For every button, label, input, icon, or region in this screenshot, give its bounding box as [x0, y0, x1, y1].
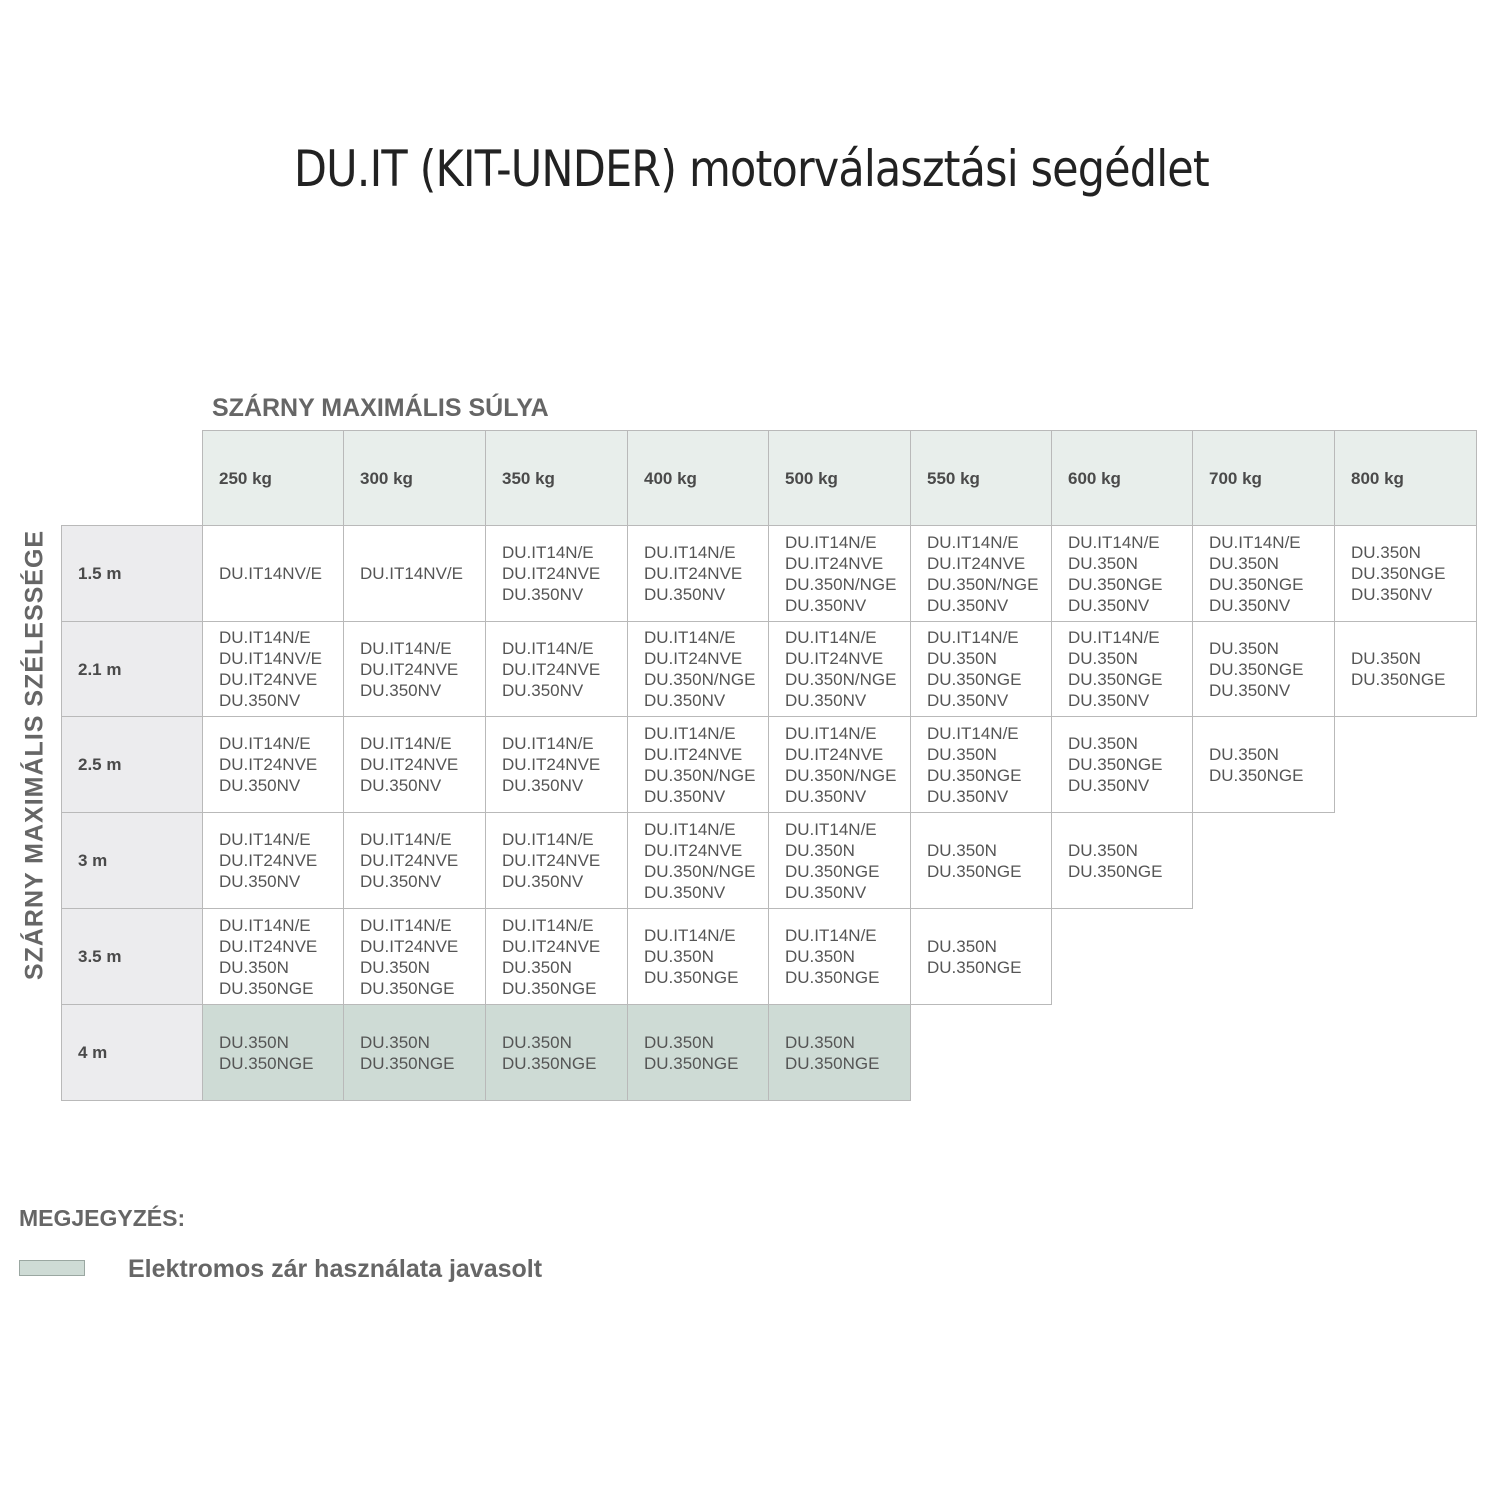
motor-model: DU.350NGE [1068, 670, 1163, 689]
motor-model: DU.350N/NGE [785, 670, 897, 689]
row-header-label: 2.5 m [78, 755, 122, 774]
motor-model: DU.IT14N/E [1068, 628, 1160, 647]
motor-model: DU.350NGE [1209, 765, 1304, 785]
motor-model: DU.IT24NVE [502, 659, 601, 679]
motor-model: DU.IT24NVE [644, 840, 743, 860]
motor-model: DU.350NGE [927, 861, 1022, 881]
motor-model: DU.350NV [785, 786, 867, 806]
motor-model: DU.350NGE [1209, 659, 1304, 679]
column-header-label: 500 kg [785, 468, 838, 488]
motor-model: DU.350NV [1209, 680, 1291, 700]
table-cell-lock-recommended [768, 1004, 911, 1101]
motor-model: DU.IT14N/E [502, 638, 594, 658]
motor-model: DU.350NGE [219, 1053, 314, 1073]
motor-model: DU.350NGE [1068, 574, 1163, 594]
column-header [768, 430, 911, 526]
table-cell [910, 908, 1052, 1005]
motor-model: DU.IT24NVE [644, 744, 743, 764]
column-header [1192, 430, 1335, 526]
motor-model: DU.IT14N/E [360, 915, 452, 935]
motor-model: DU.350NGE [785, 861, 880, 881]
motor-model: DU.IT14N/E [1068, 532, 1160, 552]
motor-model: DU.350NV [1068, 595, 1150, 615]
motor-model: DU.IT24NVE [502, 936, 601, 956]
table-cell [1334, 525, 1477, 622]
table-cell [1334, 621, 1477, 717]
table-cell [202, 621, 344, 717]
row-axis-label: SZÁRNY MAXIMÁLIS SZÉLESSÉGE [20, 529, 49, 981]
table-cell [768, 525, 911, 622]
table-cell-lock-recommended [343, 1004, 486, 1101]
motor-model: DU.350N [1209, 744, 1279, 764]
motor-model: DU.350N [219, 957, 289, 977]
motor-model: DU.350NGE [927, 765, 1022, 785]
motor-model: DU.350NGE [785, 1053, 880, 1073]
motor-model: DU.IT14N/E [219, 734, 311, 753]
motor-model: DU.IT14N/E [502, 734, 594, 753]
motor-model: DU.350NV [219, 776, 301, 795]
motor-model: DU.350NV [502, 680, 584, 700]
table-cell [485, 812, 628, 909]
motor-model: DU.IT14N/E [502, 543, 594, 562]
motor-model: DU.350N [1209, 553, 1279, 573]
motor-model: DU.350N/NGE [785, 574, 897, 594]
motor-model: DU.350N [785, 840, 855, 860]
motor-model: DU.IT24NVE [219, 851, 318, 870]
motor-model: DU.IT14NV/E [219, 564, 322, 583]
motor-model: DU.350N [1068, 840, 1138, 860]
motor-model: DU.IT24NVE [644, 564, 743, 583]
table-cell [202, 812, 344, 909]
motor-model: DU.IT14N/E [644, 926, 736, 945]
column-header [343, 430, 486, 526]
table-cell [1192, 621, 1335, 717]
motor-model: DU.350NV [1351, 585, 1433, 604]
table-cell [343, 812, 486, 909]
motor-model: DU.350NGE [644, 968, 739, 987]
table-cell [343, 621, 486, 717]
motor-model: DU.350NGE [1351, 564, 1446, 583]
motor-model: DU.350NV [644, 786, 726, 806]
motor-model: DU.IT24NVE [927, 553, 1026, 573]
table-cell [768, 621, 911, 717]
motor-model: DU.350NV [785, 882, 867, 902]
motor-model: DU.350N [927, 936, 997, 956]
motor-model: DU.IT24NVE [219, 936, 318, 956]
motor-model: DU.IT14N/E [927, 532, 1019, 552]
motor-model: DU.350NV [502, 585, 584, 604]
motor-model: DU.IT14NV/E [219, 649, 322, 668]
table-cell [768, 812, 911, 909]
table-cell-lock-recommended [485, 1004, 628, 1101]
motor-model: DU.350N [1068, 553, 1138, 573]
motor-model: DU.350NV [785, 691, 867, 710]
table-cell [1051, 621, 1193, 717]
table-cell [627, 716, 769, 813]
column-header-label: 550 kg [927, 468, 980, 488]
motor-model: DU.IT24NVE [502, 851, 601, 870]
motor-model: DU.IT24NVE [502, 755, 601, 774]
column-header [202, 430, 344, 526]
column-axis-label: SZÁRNY MAXIMÁLIS SÚLYA [212, 394, 549, 422]
motor-model: DU.350N [927, 840, 997, 860]
motor-model: DU.IT14N/E [785, 723, 877, 743]
motor-model: DU.IT24NVE [360, 659, 459, 679]
motor-model: DU.IT14N/E [785, 926, 877, 945]
motor-model: DU.350NV [219, 872, 301, 891]
motor-model: DU.IT24NVE [644, 649, 743, 668]
table-cell [1051, 812, 1193, 909]
row-header [61, 812, 203, 909]
table-cell [202, 716, 344, 813]
motor-model: DU.IT24NVE [219, 670, 318, 689]
motor-model: DU.350NGE [1068, 755, 1163, 774]
row-header [61, 1004, 203, 1101]
motor-model: DU.IT14N/E [927, 723, 1019, 743]
motor-model: DU.IT14N/E [219, 915, 311, 935]
table-cell [768, 908, 911, 1005]
row-header [61, 908, 203, 1005]
table-cell [343, 908, 486, 1005]
note-title: MEGJEGYZÉS: [19, 1205, 186, 1231]
motor-model: DU.350NGE [360, 978, 455, 998]
motor-model: DU.350NV [360, 680, 442, 700]
motor-model: DU.350NV [644, 585, 726, 604]
table-cell [343, 525, 486, 622]
motor-model: DU.350NGE [219, 978, 314, 998]
motor-model: DU.IT14N/E [785, 628, 877, 647]
motor-model: DU.IT14N/E [644, 723, 736, 743]
row-header-label: 3.5 m [78, 947, 122, 966]
motor-model: DU.350NV [927, 595, 1009, 615]
motor-model: DU.350NV [360, 776, 442, 795]
motor-model: DU.IT14N/E [785, 532, 877, 552]
motor-model: DU.350N [360, 1032, 430, 1052]
motor-model: DU.IT24NVE [219, 755, 318, 774]
motor-model: DU.350N/NGE [644, 765, 756, 785]
row-header-label: 1.5 m [78, 564, 122, 583]
motor-model: DU.350NV [1068, 691, 1150, 710]
column-header-label: 400 kg [644, 468, 697, 488]
table-cell [485, 621, 628, 717]
motor-model: DU.IT24NVE [360, 936, 459, 956]
motor-model: DU.350NV [502, 776, 584, 795]
motor-model: DU.IT24NVE [502, 564, 601, 583]
motor-model: DU.350N [785, 947, 855, 966]
motor-model: DU.350N/NGE [785, 765, 897, 785]
table-cell [343, 716, 486, 813]
motor-model: DU.IT14N/E [219, 830, 311, 849]
table-cell [202, 908, 344, 1005]
motor-model: DU.350NGE [1351, 670, 1446, 689]
motor-model: DU.350N [360, 957, 430, 977]
motor-model: DU.IT24NVE [785, 649, 884, 668]
motor-model: DU.IT14N/E [644, 819, 736, 839]
motor-model: DU.350NV [927, 691, 1009, 710]
motor-model: DU.350N [785, 1032, 855, 1052]
motor-model: DU.350NGE [785, 968, 880, 987]
column-header-label: 250 kg [219, 468, 272, 488]
legend-swatch [19, 1260, 85, 1276]
motor-model: DU.350N [1068, 734, 1138, 753]
motor-model: DU.350NV [785, 595, 867, 615]
column-header [627, 430, 769, 526]
motor-model: DU.350NGE [502, 1053, 597, 1073]
column-header-label: 700 kg [1209, 468, 1262, 488]
motor-model: DU.350N/NGE [644, 670, 756, 689]
table-cell [627, 812, 769, 909]
motor-model: DU.350N/NGE [644, 861, 756, 881]
table-cell [1192, 716, 1335, 813]
column-header [1334, 430, 1477, 526]
motor-model: DU.350NV [360, 872, 442, 891]
motor-model: DU.350N [927, 744, 997, 764]
column-header-label: 350 kg [502, 468, 555, 488]
motor-model: DU.350NV [1209, 595, 1291, 615]
row-header-label: 4 m [78, 1043, 108, 1062]
motor-model: DU.IT14N/E [360, 830, 452, 849]
table-cell [627, 908, 769, 1005]
motor-model: DU.350N/NGE [927, 574, 1039, 594]
motor-model: DU.IT24NVE [360, 851, 459, 870]
motor-model: DU.IT14N/E [1209, 532, 1301, 552]
table-cell [910, 716, 1052, 813]
motor-model: DU.350N [927, 649, 997, 668]
legend-label: Elektromos zár használata javasolt [128, 1255, 543, 1283]
column-header [910, 430, 1052, 526]
motor-model: DU.350NV [927, 786, 1009, 806]
motor-model: DU.350N [1209, 638, 1279, 658]
motor-model: DU.IT14N/E [644, 628, 736, 647]
table-cell [1192, 525, 1335, 622]
motor-model: DU.350NV [644, 691, 726, 710]
motor-model: DU.350NV [502, 872, 584, 891]
motor-model: DU.350N [1068, 649, 1138, 668]
column-header [1051, 430, 1193, 526]
motor-model: DU.IT14N/E [219, 628, 311, 647]
table-cell [627, 621, 769, 717]
motor-model: DU.IT14NV/E [360, 564, 463, 583]
table-cell-lock-recommended [627, 1004, 769, 1101]
motor-model: DU.350NGE [1068, 861, 1163, 881]
motor-model: DU.350NGE [502, 978, 597, 998]
column-header [485, 430, 628, 526]
column-header-label: 800 kg [1351, 468, 1404, 488]
table-cell [1051, 716, 1193, 813]
motor-model: DU.350NGE [927, 957, 1022, 977]
table-cell [485, 908, 628, 1005]
motor-model: DU.350NV [644, 882, 726, 902]
table-cell [910, 621, 1052, 717]
table-cell [910, 525, 1052, 622]
motor-model: DU.IT14N/E [360, 638, 452, 658]
motor-model: DU.350N [219, 1032, 289, 1052]
row-header [61, 525, 203, 622]
row-header-label: 3 m [78, 851, 108, 870]
table-cell-lock-recommended [202, 1004, 344, 1101]
motor-model: DU.350NV [219, 691, 301, 710]
row-header [61, 716, 203, 813]
motor-model: DU.350NGE [360, 1053, 455, 1073]
motor-model: DU.IT24NVE [785, 744, 884, 764]
motor-model: DU.350NV [1068, 776, 1150, 795]
row-header [61, 621, 203, 717]
motor-model: DU.IT24NVE [785, 553, 884, 573]
motor-model: DU.350NGE [1209, 574, 1304, 594]
motor-model: DU.350N [502, 957, 572, 977]
table-cell [485, 716, 628, 813]
motor-model: DU.IT14N/E [927, 628, 1019, 647]
motor-model: DU.350N [1351, 649, 1421, 668]
motor-model: DU.IT14N/E [502, 830, 594, 849]
motor-model: DU.350N [502, 1032, 572, 1052]
table-cell [485, 525, 628, 622]
motor-model: DU.350NGE [644, 1053, 739, 1073]
motor-model: DU.IT14N/E [360, 734, 452, 753]
motor-model: DU.350N [644, 1032, 714, 1052]
column-header-label: 300 kg [360, 468, 413, 488]
table-cell [202, 525, 344, 622]
table-cell [627, 525, 769, 622]
motor-model: DU.IT14N/E [644, 543, 736, 562]
row-header-label: 2.1 m [78, 659, 122, 679]
motor-model: DU.350N [1351, 543, 1421, 562]
table-cell [910, 812, 1052, 909]
page-title: DU.IT (KIT-UNDER) motorválasztási segédlet [293, 140, 1209, 198]
motor-model: DU.IT14N/E [785, 819, 877, 839]
motor-model: DU.IT24NVE [360, 755, 459, 774]
motor-model: DU.IT14N/E [502, 915, 594, 935]
motor-model: DU.350NGE [927, 670, 1022, 689]
column-header-label: 600 kg [1068, 468, 1121, 488]
table-cell [768, 716, 911, 813]
table-cell [1051, 525, 1193, 622]
motor-model: DU.350N [644, 947, 714, 966]
